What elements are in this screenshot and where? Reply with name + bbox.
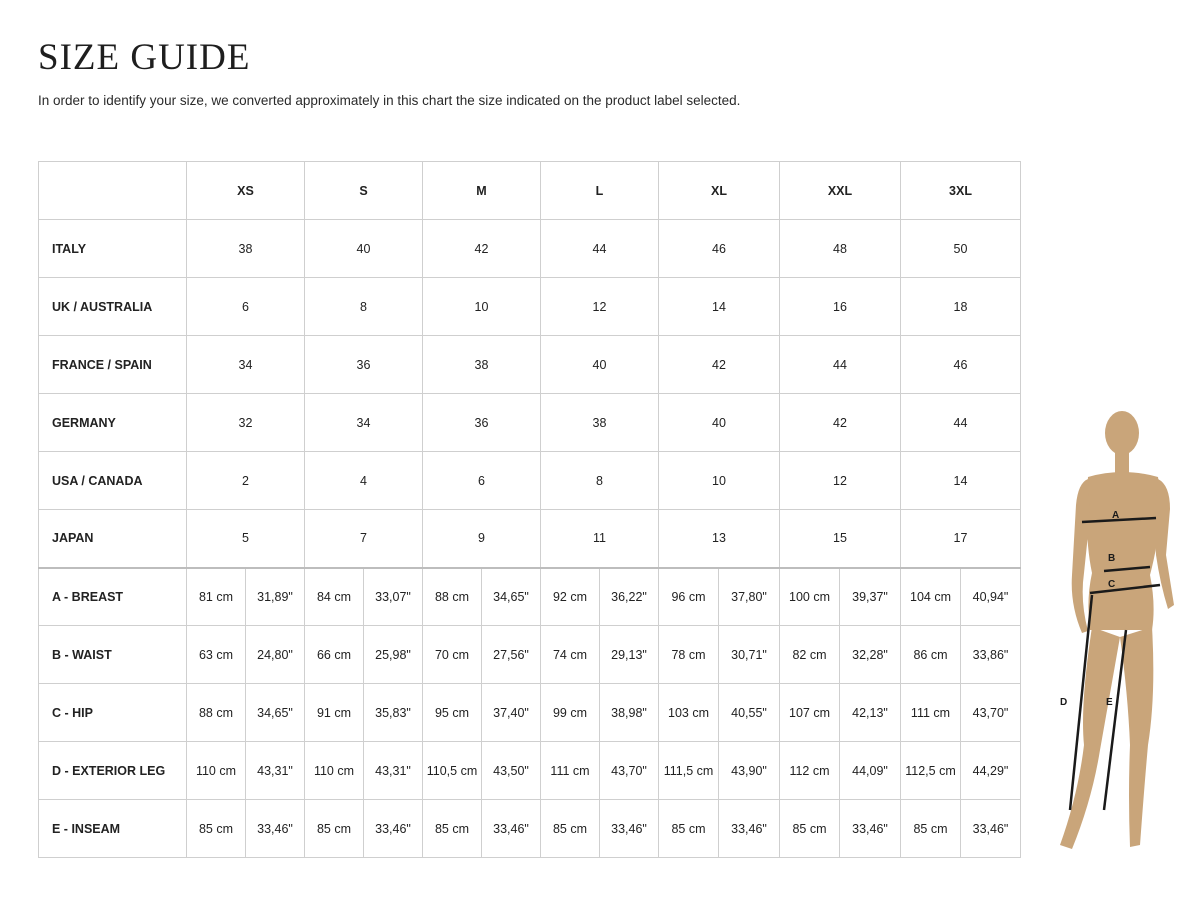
measurement-cell: 42,13" [840,684,901,742]
marker-label-b: B [1108,553,1116,564]
measurement-cell: 78 cm [659,626,719,684]
conversion-cell: 6 [423,452,541,510]
measurement-cell: 43,31" [364,742,423,800]
measurement-cell: 40,94" [961,568,1021,626]
measurement-cell: 88 cm [187,684,246,742]
measurement-cell: 35,83" [364,684,423,742]
conversion-row [39,336,1021,394]
measurement-cell: 27,56" [482,626,541,684]
conversion-cell: 36 [305,336,423,394]
conversion-cell: 38 [187,220,305,278]
row-label: B - WAIST [39,626,187,684]
conversion-cell: 46 [659,220,780,278]
measurement-cell: 85 cm [187,800,246,858]
measurement-cell: 82 cm [780,626,840,684]
measurement-cell: 36,22" [600,568,659,626]
conversion-cell: 11 [541,510,659,568]
conversion-cell: 44 [901,394,1021,452]
measurement-cell: 34,65" [246,684,305,742]
conversion-cell: 32 [187,394,305,452]
measurement-cell: 110,5 cm [423,742,482,800]
conversion-cell: 10 [659,452,780,510]
measurement-cell: 33,46" [840,800,901,858]
measurement-cell: 92 cm [541,568,600,626]
page-subtitle: In order to identify your size, we converted approximately in this chart the size indicated on the product label selected. [38,93,741,108]
conversion-cell: 48 [780,220,901,278]
row-label: ITALY [39,220,187,278]
row-label: GERMANY [39,394,187,452]
conversion-cell: 14 [901,452,1021,510]
measurement-cell: 43,50" [482,742,541,800]
measurement-cell: 25,98" [364,626,423,684]
conversion-cell: 40 [659,394,780,452]
row-label: A - BREAST [39,568,187,626]
conversion-cell: 13 [659,510,780,568]
measurement-cell: 31,89" [246,568,305,626]
row-label: USA / CANADA [39,452,187,510]
marker-label-c: C [1108,579,1116,590]
measurement-cell: 107 cm [780,684,840,742]
size-header-cell: M [423,162,541,220]
measurement-cell: 37,80" [719,568,780,626]
measurement-cell: 33,46" [246,800,305,858]
measurement-cell: 43,70" [961,684,1021,742]
mannequin-head [1105,411,1139,455]
marker-label-a: A [1112,510,1120,521]
measurement-cell: 29,13" [600,626,659,684]
row-label: UK / AUSTRALIA [39,278,187,336]
measurement-cell: 33,46" [364,800,423,858]
measurement-cell: 104 cm [901,568,961,626]
size-header-cell: XL [659,162,780,220]
measurement-cell: 40,55" [719,684,780,742]
measurement-cell: 32,28" [840,626,901,684]
measurement-cell: 44,29" [961,742,1021,800]
measurement-cell: 34,65" [482,568,541,626]
conversion-cell: 12 [541,278,659,336]
conversion-cell: 9 [423,510,541,568]
measurement-cell: 74 cm [541,626,600,684]
measurement-cell: 33,46" [600,800,659,858]
measurement-row [39,684,1021,742]
measurement-cell: 86 cm [901,626,961,684]
size-header-cell: S [305,162,423,220]
size-header-cell: 3XL [901,162,1021,220]
conversion-row [39,452,1021,510]
measurement-cell: 110 cm [187,742,246,800]
measurement-cell: 33,86" [961,626,1021,684]
measurement-cell: 85 cm [780,800,840,858]
size-header-cell: XS [187,162,305,220]
measurement-cell: 85 cm [423,800,482,858]
conversion-cell: 18 [901,278,1021,336]
measurement-cell: 100 cm [780,568,840,626]
measurement-cell: 110 cm [305,742,364,800]
conversion-cell: 17 [901,510,1021,568]
conversion-cell: 2 [187,452,305,510]
measurement-cell: 103 cm [659,684,719,742]
size-header-cell: L [541,162,659,220]
conversion-cell: 40 [541,336,659,394]
mannequin-right-leg [1120,627,1153,847]
conversion-cell: 36 [423,394,541,452]
measurement-cell: 70 cm [423,626,482,684]
measurement-cell: 43,31" [246,742,305,800]
measurement-cell: 81 cm [187,568,246,626]
measurement-cell: 43,70" [600,742,659,800]
measurement-cell: 112 cm [780,742,840,800]
conversion-row [39,220,1021,278]
measurement-cell: 111 cm [541,742,600,800]
header-corner-cell [39,162,187,220]
mannequin-figure [1040,405,1180,860]
mannequin-left-arm [1072,479,1090,633]
conversion-cell: 42 [780,394,901,452]
measurement-cell: 44,09" [840,742,901,800]
measurement-cell: 66 cm [305,626,364,684]
conversion-cell: 15 [780,510,901,568]
measurement-cell: 111 cm [901,684,961,742]
conversion-cell: 5 [187,510,305,568]
row-label: FRANCE / SPAIN [39,336,187,394]
row-label: D - EXTERIOR LEG [39,742,187,800]
measurement-cell: 33,07" [364,568,423,626]
size-header-cell: XXL [780,162,901,220]
measurement-cell: 63 cm [187,626,246,684]
marker-label-d: D [1060,697,1068,708]
measurement-cell: 43,90" [719,742,780,800]
measurement-cell: 33,46" [719,800,780,858]
measurement-cell: 85 cm [305,800,364,858]
conversion-cell: 42 [423,220,541,278]
conversion-cell: 40 [305,220,423,278]
conversion-cell: 12 [780,452,901,510]
conversion-row [39,278,1021,336]
conversion-cell: 10 [423,278,541,336]
measurement-cell: 95 cm [423,684,482,742]
conversion-cell: 8 [541,452,659,510]
page-title: SIZE GUIDE [38,37,251,78]
measurement-cell: 96 cm [659,568,719,626]
conversion-cell: 38 [423,336,541,394]
conversion-cell: 8 [305,278,423,336]
conversion-cell: 44 [541,220,659,278]
row-label: JAPAN [39,510,187,568]
conversion-cell: 46 [901,336,1021,394]
measurement-cell: 33,46" [961,800,1021,858]
measurement-cell: 99 cm [541,684,600,742]
measurement-row [39,568,1021,626]
conversion-cell: 6 [187,278,305,336]
size-table [38,161,1021,858]
measurement-cell: 84 cm [305,568,364,626]
conversion-cell: 34 [187,336,305,394]
measurement-cell: 24,80" [246,626,305,684]
measurement-cell: 39,37" [840,568,901,626]
measurement-cell: 38,98" [600,684,659,742]
measurement-row [39,626,1021,684]
mannequin-torso [1087,472,1162,630]
measurement-cell: 91 cm [305,684,364,742]
conversion-cell: 4 [305,452,423,510]
row-label: C - HIP [39,684,187,742]
measurement-cell: 88 cm [423,568,482,626]
measurement-cell: 33,46" [482,800,541,858]
measurement-cell: 30,71" [719,626,780,684]
mannequin-neck [1115,451,1129,473]
conversion-cell: 16 [780,278,901,336]
mannequin-left-leg [1060,627,1120,849]
row-label: E - INSEAM [39,800,187,858]
measurement-cell: 85 cm [659,800,719,858]
marker-label-e: E [1106,697,1113,708]
conversion-cell: 7 [305,510,423,568]
conversion-cell: 38 [541,394,659,452]
measurement-cell: 85 cm [901,800,961,858]
measurement-cell: 85 cm [541,800,600,858]
measurement-row [39,800,1021,858]
conversion-cell: 50 [901,220,1021,278]
conversion-cell: 44 [780,336,901,394]
conversion-row [39,510,1021,568]
measurement-cell: 112,5 cm [901,742,961,800]
mannequin-right-arm [1154,479,1174,609]
conversion-cell: 42 [659,336,780,394]
size-header-row [39,162,1021,220]
conversion-cell: 34 [305,394,423,452]
measurement-cell: 37,40" [482,684,541,742]
conversion-cell: 14 [659,278,780,336]
conversion-row [39,394,1021,452]
measurement-cell: 111,5 cm [659,742,719,800]
measurement-row [39,742,1021,800]
